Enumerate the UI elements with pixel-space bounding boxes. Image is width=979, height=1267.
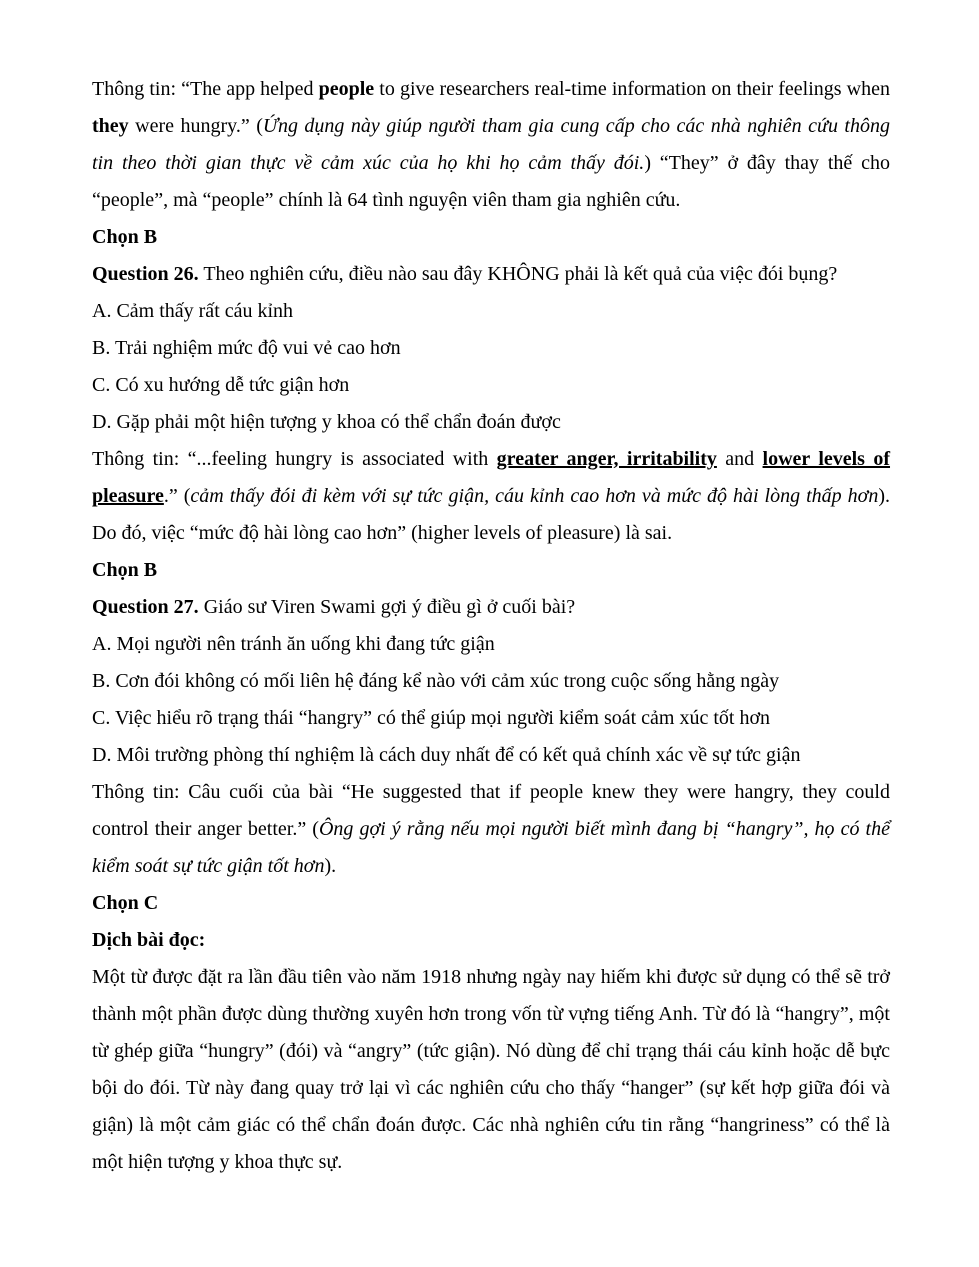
translation-paragraph — [92, 959, 890, 1181]
q25-evidence-paragraph — [92, 71, 890, 219]
text-run: A. Mọi người nên tránh ăn uống khi đang tức giận — [92, 633, 495, 655]
text-run: ). Do đó, việc “mức độ hài lòng cao hơn” (higher levels of pleasure) là sai. — [92, 485, 890, 544]
text-run: Thông tin: “...feeling hungry is associated with — [92, 448, 497, 470]
text-run: A. Cảm thấy rất cáu kỉnh — [92, 300, 294, 322]
text-run: Thông tin: Câu cuối của bài “He suggested that if people knew they were hangry, they could control their anger better.” ( — [92, 781, 890, 840]
text-run: C. Việc hiểu rõ trạng thái “hangry” có thể giúp mọi người kiểm soát cảm xúc tốt hơn — [92, 707, 771, 729]
text-run: B. Cơn đói không có mối liên hệ đáng kể nào với cảm xúc trong cuộc sống hằng ngày — [92, 670, 780, 692]
q27-option-c — [92, 700, 890, 737]
q27-option-b — [92, 663, 890, 700]
text-run: cảm thấy đói đi kèm với sự tức giận, cáu kỉnh cao hơn và mức độ hài lòng thấp hơn — [190, 485, 879, 507]
text-run: D. Môi trường phòng thí nghiệm là cách duy nhất để có kết quả chính xác về sự tức giận — [92, 744, 801, 766]
q26-option-a — [92, 293, 890, 330]
text-run: lower levels of pleasure — [92, 448, 891, 507]
text-run: Ông gợi ý rằng nếu mọi người biết mình đang bị “hangry”, họ có thể kiểm soát sự tức giận tốt hơn — [92, 818, 890, 877]
q26-answer — [92, 552, 890, 589]
q26-option-d — [92, 404, 890, 441]
text-run: greater anger, irritability — [496, 448, 717, 470]
text-run: and — [716, 448, 763, 470]
text-run: they — [92, 115, 129, 137]
text-run: Theo nghiên cứu, điều nào sau đây KHÔNG phải là kết quả của việc đói bụng? — [198, 263, 838, 285]
translation-heading — [92, 922, 890, 959]
text-run: Ứng dụng này giúp người tham gia cung cấp cho các nhà nghiên cứu thông tin theo thời gian thực về cảm xúc của họ khi họ cảm thấy đói. — [92, 115, 890, 174]
text-run: ). — [324, 855, 337, 877]
text-run: people — [318, 78, 375, 100]
text-run: were hungry.” ( — [128, 115, 263, 137]
q25-answer — [92, 219, 890, 256]
text-run: .” ( — [163, 485, 191, 507]
text-run: Chọn B — [92, 559, 158, 581]
document-body — [92, 71, 890, 1181]
q27-option-d — [92, 737, 890, 774]
q27-question — [92, 589, 890, 626]
text-run: C. Có xu hướng dễ tức giận hơn — [92, 374, 350, 396]
text-run: Chọn B — [92, 226, 158, 248]
q27-option-a — [92, 626, 890, 663]
text-run: Thông tin: “The app helped — [92, 78, 319, 100]
q27-evidence-paragraph — [92, 774, 890, 885]
text-run: Chọn C — [92, 892, 159, 914]
q26-question — [92, 256, 890, 293]
q26-evidence-paragraph — [92, 441, 890, 552]
text-run: ) “They” ở đây thay thế cho “people”, mà “people” chính là 64 tình nguyện viên tham gia nghiên cứu. — [92, 152, 890, 211]
text-run: Question 26. — [92, 263, 199, 285]
q26-option-b — [92, 330, 890, 367]
text-run: D. Gặp phải một hiện tượng y khoa có thể chẩn đoán được — [92, 411, 561, 433]
text-run: Question 27. — [92, 596, 199, 618]
text-run: Dịch bài đọc: — [92, 929, 206, 951]
q27-answer — [92, 885, 890, 922]
q26-option-c — [92, 367, 890, 404]
text-run: Một từ được đặt ra lần đầu tiên vào năm 1918 nhưng ngày nay hiếm khi được sử dụng có thể sẽ trở thành một phần được dùng thường xuyên hơn trong vốn từ vựng tiếng Anh. Từ đó là “hangry”, một từ ghép giữa “hungry” (đói) và “angry” (tức giận). Nó dùng để chỉ trạng thái cáu kỉnh hoặc dễ bực bội do đói. Từ này đang quay trở lại vì các nghiên cứu cho thấy “hanger” (sự kết hợp giữa đói và giận) là một cảm giác có thể chẩn đoán được. Các nhà nghiên cứu tin rằng “hangriness” có thể là một hiện tượng y khoa thực sự. — [92, 966, 890, 1173]
text-run: to give researchers real-time information on their feelings when — [374, 78, 890, 100]
text-run: Giáo sư Viren Swami gợi ý điều gì ở cuối bài? — [198, 596, 576, 618]
text-run: B. Trải nghiệm mức độ vui vẻ cao hơn — [92, 337, 401, 359]
